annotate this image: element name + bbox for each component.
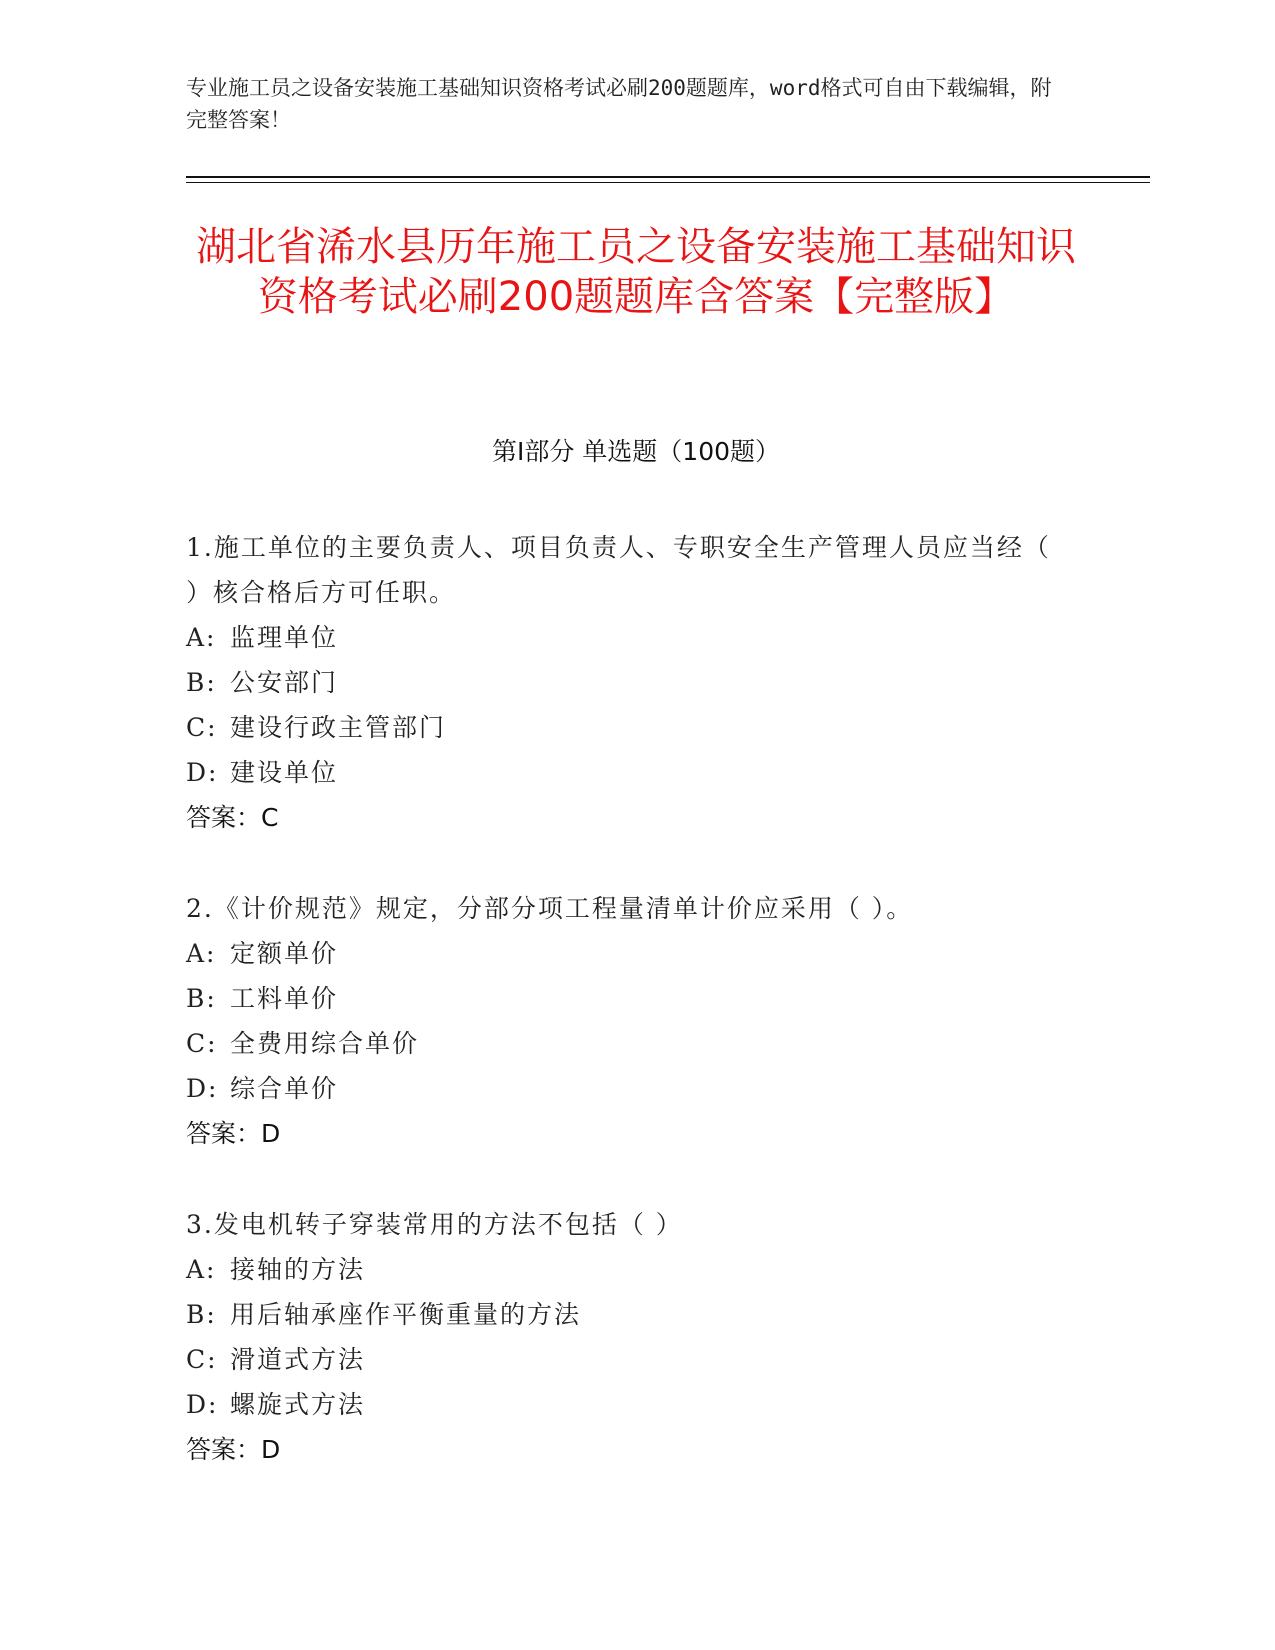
option-d: [186, 1066, 1066, 1111]
option-c: [186, 1337, 1066, 1382]
option-letter: B:: [186, 984, 217, 1013]
option-text: 公安部门: [230, 668, 339, 697]
option-letter: A:: [186, 939, 217, 968]
document-title: 湖北省浠水县历年施工员之设备安装施工基础知识资格考试必刷200题题库含答案【完整版】: [196, 224, 1076, 320]
option-text: 滑道式方法: [230, 1345, 366, 1374]
option-letter: C:: [186, 1345, 218, 1374]
question-stem: 1.施工单位的主要负责人、项目负责人、专职安全生产管理人员应当经（ ）核合格后方可任职。: [186, 533, 1051, 607]
option-a: [186, 1247, 1066, 1292]
option-text: 工料单价: [230, 984, 339, 1013]
answer-line: 答案：D: [186, 1119, 281, 1148]
option-text: 螺旋式方法: [230, 1390, 366, 1419]
option-letter: B:: [186, 668, 217, 697]
option-d: [186, 1382, 1066, 1427]
option-letter: D:: [186, 1074, 219, 1103]
option-text: 监理单位: [230, 623, 339, 652]
header-divider-thick: [186, 176, 1150, 178]
question-item: [186, 1202, 1066, 1472]
option-text: 建设单位: [230, 758, 339, 787]
option-letter: A:: [186, 623, 217, 652]
section-heading: 第Ⅰ部分 单选题（100题）: [491, 437, 781, 466]
option-letter: B:: [186, 1300, 217, 1329]
option-a: [186, 931, 1066, 976]
header-note: 专业施工员之设备安装施工基础知识资格考试必刷200题题库，word格式可自由下载编辑，附完整答案！: [186, 76, 1052, 132]
option-c: [186, 705, 1066, 750]
option-text: 接轴的方法: [230, 1255, 366, 1284]
question-stem: 3.发电机转子穿装常用的方法不包括（ ）: [186, 1210, 683, 1239]
option-letter: C:: [186, 1029, 218, 1058]
option-text: 建设行政主管部门: [230, 713, 447, 742]
question-item: [186, 886, 1066, 1156]
option-text: 综合单价: [230, 1074, 339, 1103]
question-item: [186, 525, 1066, 840]
question-stem: 2.《计价规范》规定，分部分项工程量清单计价应采用（ ）。: [186, 894, 914, 923]
option-text: 全费用综合单价: [230, 1029, 420, 1058]
option-letter: D:: [186, 758, 219, 787]
option-b: [186, 660, 1066, 705]
option-letter: A:: [186, 1255, 217, 1284]
option-text: 定额单价: [230, 939, 339, 968]
option-d: [186, 750, 1066, 795]
option-c: [186, 1021, 1066, 1066]
header-divider-thin: [186, 182, 1150, 183]
answer-line: 答案：C: [186, 803, 279, 832]
option-letter: C:: [186, 713, 218, 742]
option-a: [186, 615, 1066, 660]
answer-line: 答案：D: [186, 1435, 281, 1464]
option-letter: D:: [186, 1390, 219, 1419]
option-b: [186, 976, 1066, 1021]
option-text: 用后轴承座作平衡重量的方法: [230, 1300, 582, 1329]
option-b: [186, 1292, 1066, 1337]
